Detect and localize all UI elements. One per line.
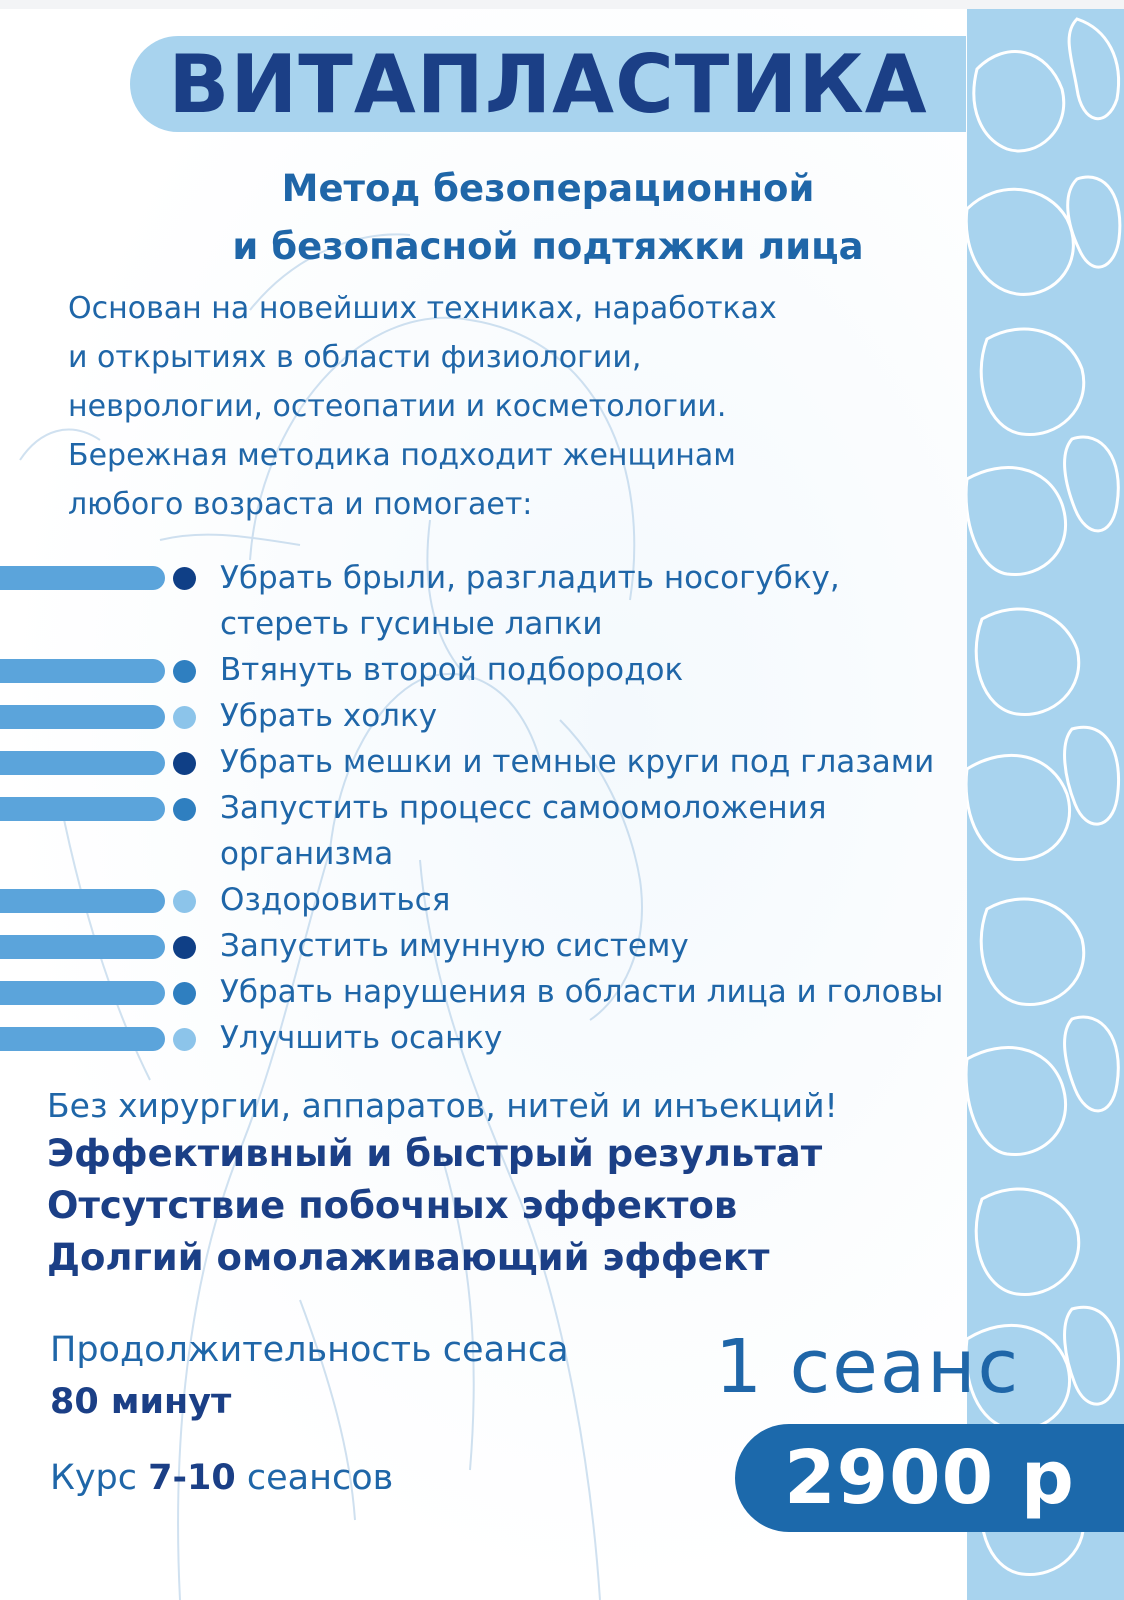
benefit-text-continued: организма [220,836,394,872]
benefit-bar [0,797,165,821]
benefit-bar [0,705,165,729]
course-count: 7-10 [148,1458,236,1498]
subtitle-line-2: и безопасной подтяжки лица [232,225,864,268]
session-duration-label: Продолжительность сеанса [50,1330,569,1370]
intro-line: и открытиях в области физиологии, [68,340,642,375]
session-duration-value: 80 минут [50,1382,232,1422]
benefit-bar [0,751,165,775]
benefit-bar [0,1027,165,1051]
advantage-line: Долгий омолаживающий эффект [47,1236,770,1279]
benefit-bar [0,981,165,1005]
intro-line: любого возраста и помогает: [68,487,533,522]
benefit-text: Оздоровиться [220,882,451,918]
bullet-dot [173,936,196,959]
subtitle-line-1: Метод безоперационной [281,167,815,210]
benefit-text: Запустить имунную систему [220,928,689,964]
benefit-text: Улучшить осанку [220,1020,503,1056]
course-suffix: сеансов [246,1458,394,1498]
benefit-text: Втянуть второй подбородок [220,652,684,688]
bullet-dot [173,982,196,1005]
bullet-dot [173,660,196,683]
bullet-dot [173,890,196,913]
bullet-dot [173,706,196,729]
benefit-text: Убрать брыли, разгладить носогубку, [220,560,840,596]
intro-line: неврологии, остеопатии и косметологии. [68,389,727,424]
benefit-text: Убрать холку [220,698,438,734]
benefit-text: Запустить процесс самоомоложения [220,790,827,826]
session-label: 1 сеанс [715,1324,1021,1410]
advantage-line: Отсутствие побочных эффектов [47,1184,738,1227]
session-price: 2900 р [784,1435,1075,1521]
benefit-bar [0,889,165,913]
advantage-line: Эффективный и быстрый результат [47,1132,823,1175]
bullet-dot [173,752,196,775]
bullet-dot [173,1028,196,1051]
intro-line: Основан на новейших техниках, наработках [68,291,777,326]
benefit-bar [0,935,165,959]
course-prefix: Курс [50,1458,138,1498]
benefit-text-continued: стереть гусиные лапки [220,606,603,642]
course-info [50,1458,393,1498]
benefit-text: Убрать нарушения в области лица и головы [220,974,944,1010]
benefit-text: Убрать мешки и темные круги под глазами [220,744,935,780]
page-title: ВИТАПЛАСТИКА [168,37,928,131]
benefit-bar [0,566,165,590]
benefit-bar [0,659,165,683]
bullet-dot [173,567,196,590]
intro-line: Бережная методика подходит женщинам [68,438,736,473]
bullet-dot [173,798,196,821]
no-surgery-claim: Без хирургии, аппаратов, нитей и инъекций! [47,1086,838,1125]
